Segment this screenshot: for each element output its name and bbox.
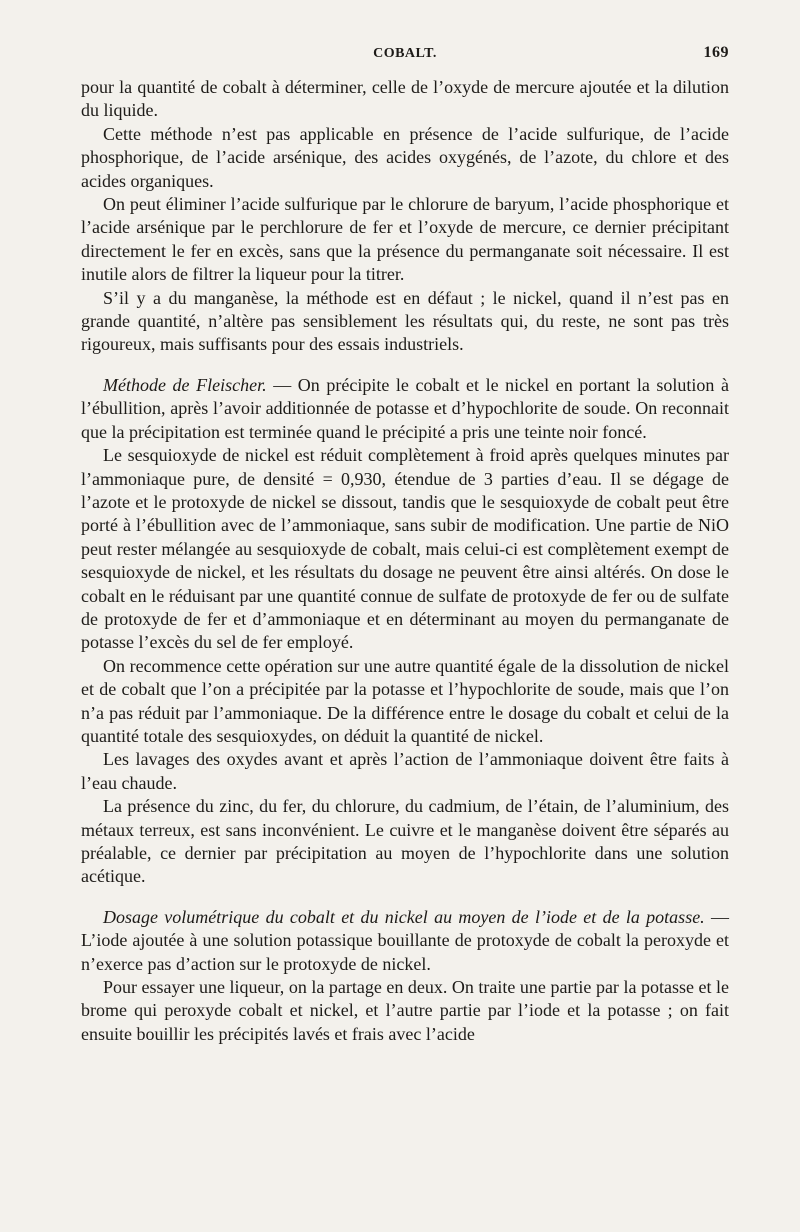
running-head [81,40,729,66]
paragraph: S’il y a du manganèse, la méthode est en défaut ; le nickel, quand il n’est pas en grande quantité, n’altère pas sensiblement les résultats qui, du reste, ne sont pas très rigoureux, mais suffisants pour des essais industriels. [81,287,729,355]
paragraph: Le sesquioxyde de nickel est réduit complètement à froid après quelques minutes par l’ammoniaque pure, de densité = 0,930, étendue de 3 parties d’eau. Il se dégage de l’azote et le protoxyde de nickel se dissout, tandis que le sesquioxyde de cobalt peut être porté à l’ébullition avec de l’ammoniaque, sans subir de modification. Une partie de NiO peut rester mélangée au sesquioxyde de cobalt, mais celui-ci est complètement exempt de sesquioxyde de nickel, et les résultats du dosage ne peuvent être ainsi altérés. On dose le cobalt en le réduisant par une quantité connue de sulfate de protoxyde de fer ou de sulfate de protoxyde de fer et d’ammoniaque et en déterminant au moyen du permanganate de potasse l’excès du sel de fer employé. [81,445,729,653]
section-fleischer [81,374,729,444]
paragraph: La présence du zinc, du fer, du chlorure, du cadmium, de l’étain, de l’aluminium, des métaux terreux, est sans inconvénient. Le cuivre et le manganèse doivent être séparés au préalable, ce dernier par précipitation au moyen de l’hypochlorite dans une solution acétique. [81,796,729,887]
section-heading: Méthode de Fleischer. [103,374,267,395]
paragraph: On peut éliminer l’acide sulfurique par le chlorure de baryum, l’acide phosphorique et l’acide arsénique par le perchlorure de fer et l’oxyde de mercure, ce dernier précipitant directement le fer en excès, sans que la présence du permanganate soit nécessaire. Il est inutile alors de filtrer la liqueur pour la titrer. [81,194,729,285]
paragraph-continued: pour la quantité de cobalt à déterminer, celle de l’oxyde de mercure ajoutée et la dilution du liquide. [81,77,729,121]
paragraph: Pour essayer une liqueur, on la partage en deux. On traite une partie par la potasse et le brome qui peroxyde cobalt et nickel, et l’autre partie par l’iode et la potasse ; on fait ensuite bouillir les précipités lavés et frais avec l’acide [81,977,729,1044]
page-number: 169 [703,44,729,61]
body-text [81,76,729,1046]
paragraph: Les lavages des oxydes avant et après l’action de l’ammoniaque doivent être faits à l’eau chaude. [81,749,729,793]
section-text: — On précipite le cobalt et le nickel en portant la solution à l’ébullition, après l’avoir additionnée de potasse et d’hypochlorite de soude. On reconnait que la précipitation est terminée quand le précipité a pris une teinte noir foncé. [81,374,729,442]
running-title: COBALT. [373,46,437,61]
section-heading: Dosage volumétrique du cobalt et du nickel au moyen de l’iode et de la potasse. [103,906,705,927]
section-iodine [81,906,729,976]
paragraph: Cette méthode n’est pas applicable en présence de l’acide sulfurique, de l’acide phosphorique, de l’acide arsénique, des acides oxygénés, de l’azote, du chlore et des acides organiques. [81,123,729,191]
paragraph: On recommence cette opération sur une autre quantité égale de la dissolution de nickel et de cobalt que l’on a précipitée par la potasse et l’hypochlorite de soude, mais que l’on n’a pas réduit par l’ammoniaque. De la différence entre le dosage du cobalt et celui de la quantité totale des sesquioxydes, on déduit la quantité de nickel. [81,655,729,746]
section-text: — L’iode ajoutée à une solution potassique bouillante de protoxyde de cobalt la peroxyde et n’exerce pas d’action sur le protoxyde de nickel. [81,906,729,974]
